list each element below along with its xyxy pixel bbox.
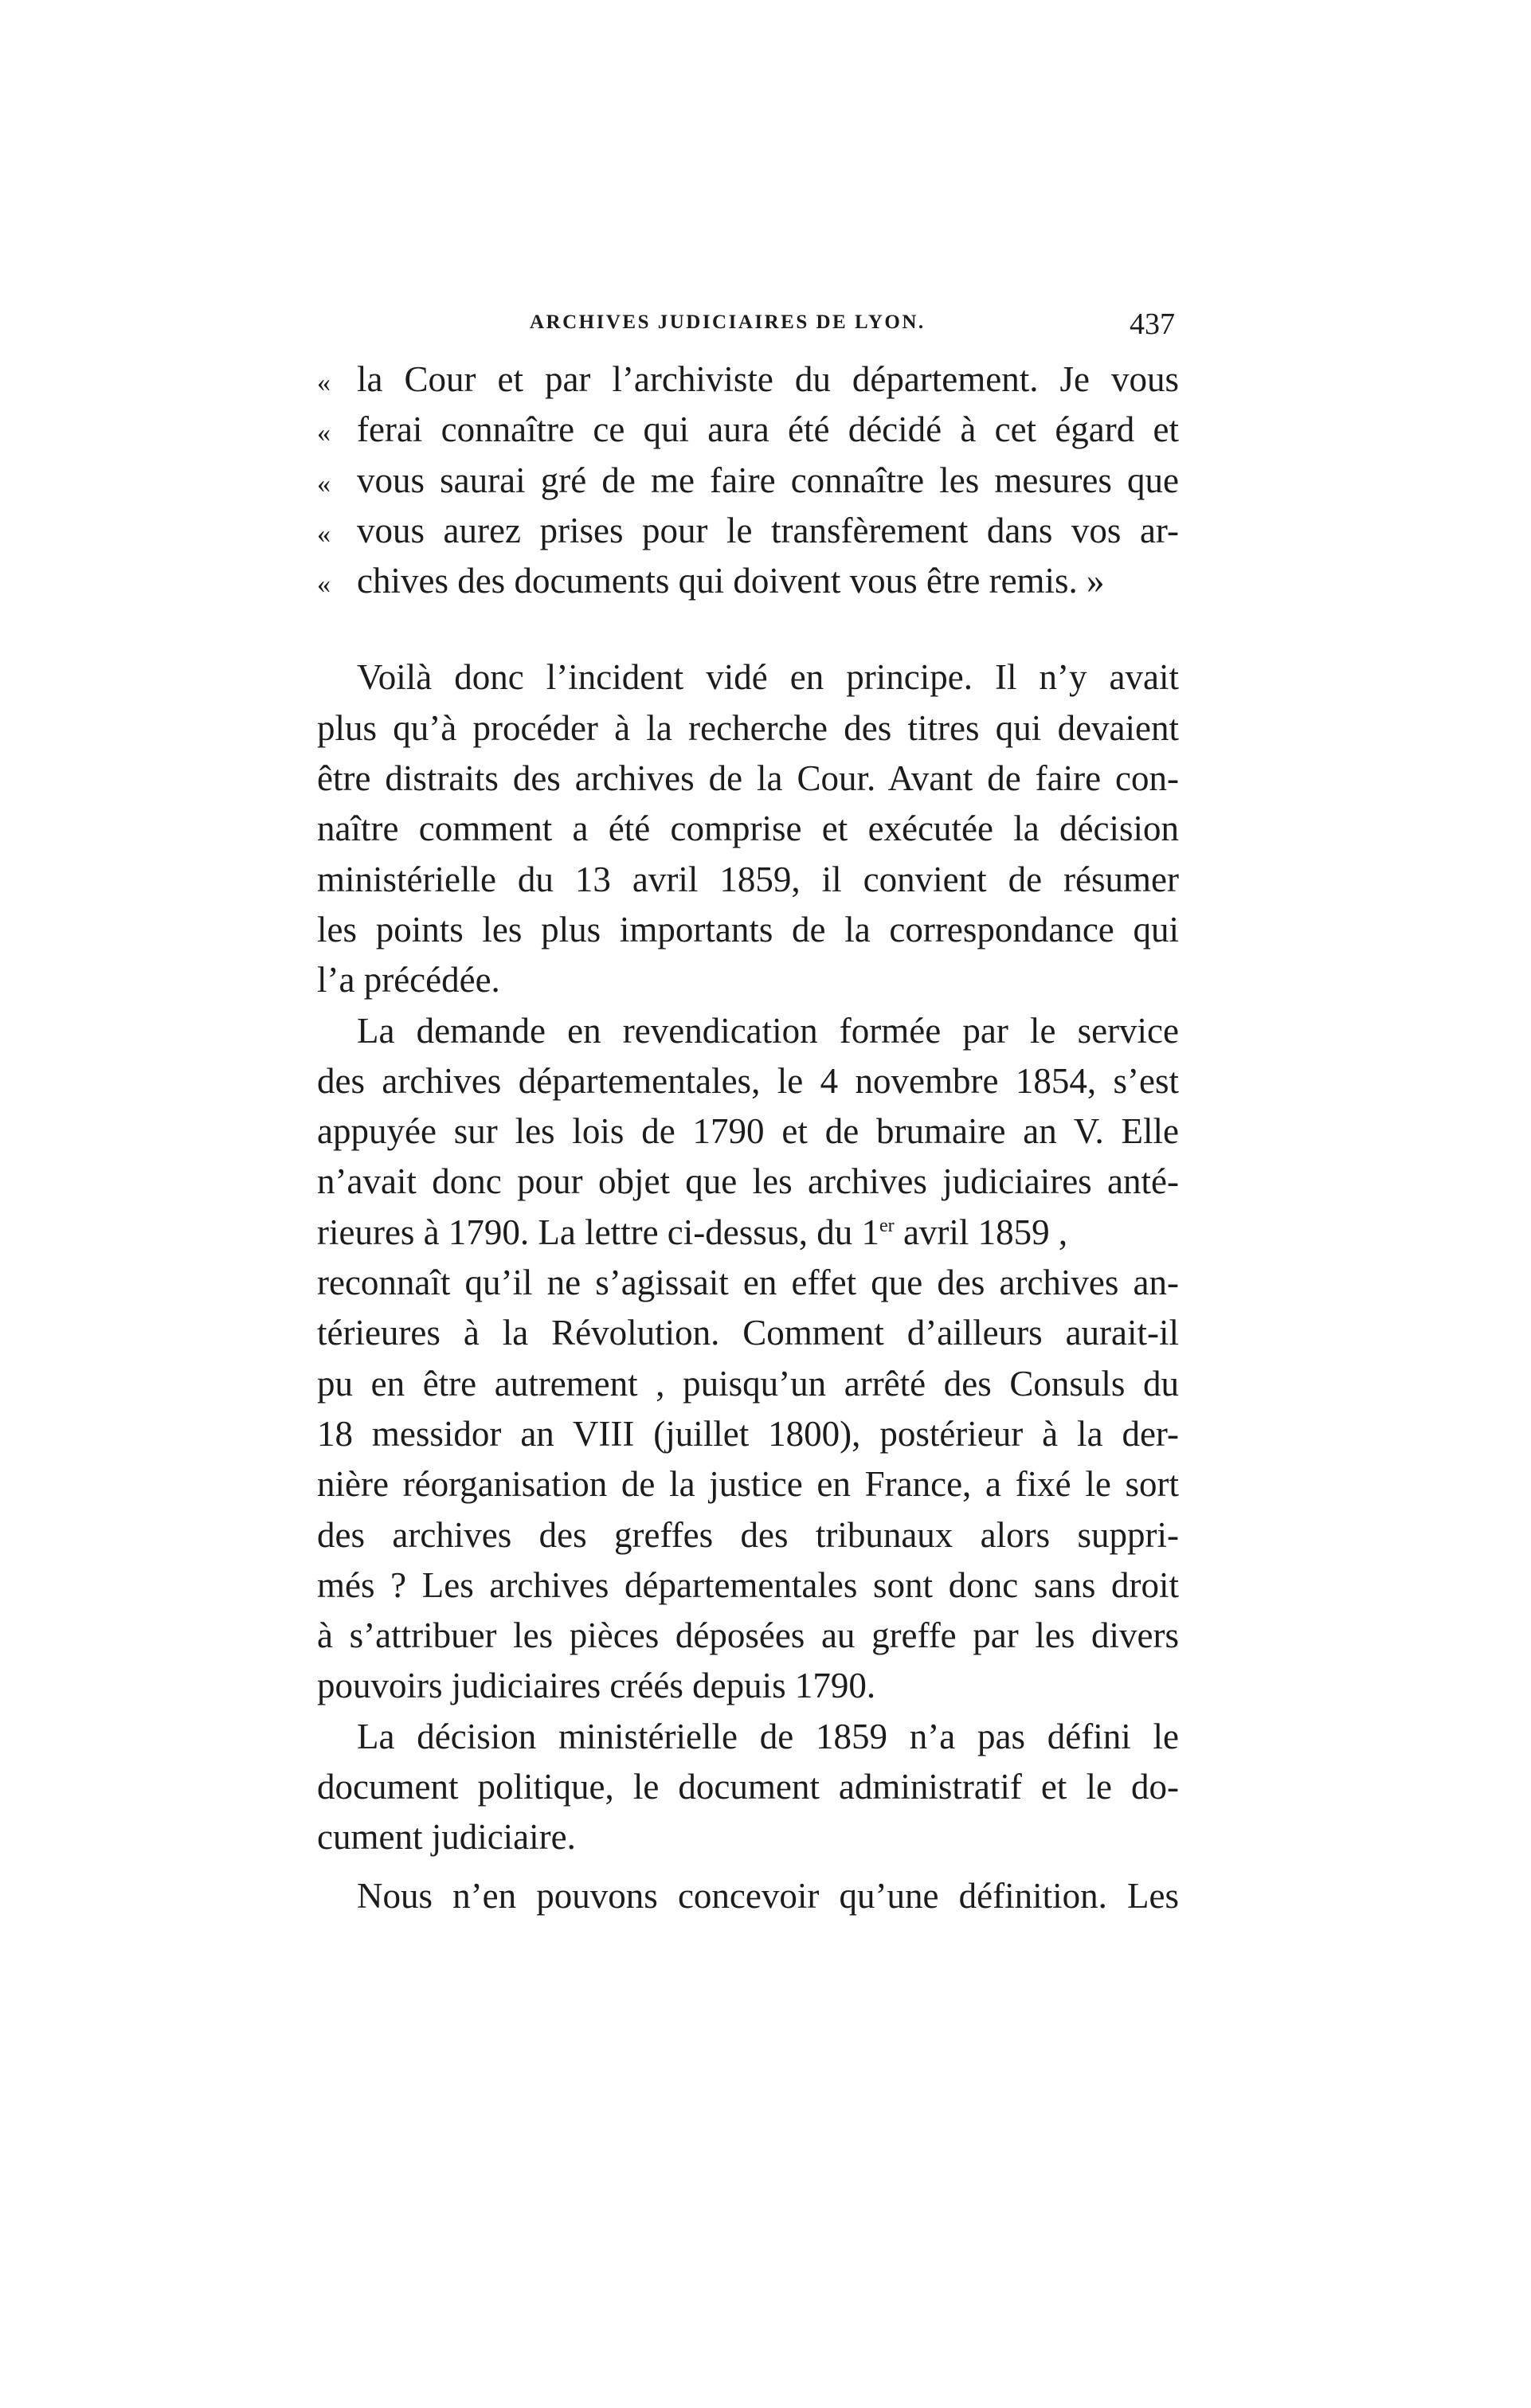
quote-line-text: vous aurez prises pour le transfèrement dans vos ar- bbox=[357, 510, 1179, 550]
quote-line bbox=[317, 456, 1179, 506]
paragraph-1-line: Voilà donc l’incident vidé en principe. Il n’y avait bbox=[357, 657, 1179, 698]
superscript-er: er bbox=[879, 1215, 895, 1236]
quote-line-text: la Cour et par l’archiviste du département. Je vous bbox=[357, 359, 1179, 399]
guillemet-mark: « bbox=[317, 418, 331, 448]
paragraph-1-line: plus qu’à procéder à la recherche des titres qui devaient bbox=[317, 707, 1179, 748]
paragraph-3-line: cument judiciaire. bbox=[317, 1817, 576, 1858]
paragraph-2-line: pouvoirs judiciaires créés depuis 1790. bbox=[317, 1666, 876, 1706]
guillemet-mark: « bbox=[317, 519, 331, 549]
paragraph-1-line: naître comment a été comprise et exécutée la décision bbox=[317, 809, 1179, 849]
paragraph-2-line: appuyée sur les lois de 1790 et de brumaire an V. Elle bbox=[317, 1111, 1179, 1152]
quote-line-text: chives des documents qui doivent vous être remis. » bbox=[357, 561, 1105, 601]
paragraph-1-line: l’a précédée. bbox=[317, 960, 500, 1000]
quote-line-text: ferai connaître ce qui aura été décidé à cet égard et bbox=[357, 409, 1179, 450]
paragraph-2-line: à s’attribuer les pièces déposées au greffe par les divers bbox=[317, 1615, 1179, 1656]
paragraph-1-line: ministérielle du 13 avril 1859, il convient de résumer bbox=[317, 859, 1179, 899]
paragraph-2-line: des archives départementales, le 4 novembre 1854, s’est bbox=[317, 1060, 1179, 1101]
paragraph-4-line: Nous n’en pouvons concevoir qu’une définition. Les bbox=[357, 1875, 1179, 1916]
guillemet-mark: « bbox=[317, 368, 331, 397]
paragraph-2-line: nière réorganisation de la justice en France, a fixé le sort bbox=[317, 1464, 1179, 1505]
line-text-after: avril 1859 , bbox=[894, 1212, 1068, 1252]
paragraph-1-line: les points les plus importants de la correspondance qui bbox=[317, 909, 1179, 949]
paragraph-2-line-with-superscript bbox=[317, 1208, 1179, 1258]
guillemet-mark: « bbox=[317, 570, 331, 600]
paragraph-3-line: document politique, le document administratif et le do- bbox=[317, 1767, 1179, 1807]
paragraph-2-line: 18 messidor an VIII (juillet 1800), postérieur à la der- bbox=[317, 1413, 1179, 1454]
paragraph-gap bbox=[317, 606, 1179, 652]
quote-line bbox=[317, 405, 1179, 455]
paragraph-2-line: més ? Les archives départementales sont donc sans droit bbox=[317, 1564, 1179, 1605]
quote-line bbox=[317, 354, 1179, 405]
paragraph-3-line: La décision ministérielle de 1859 n’a pas défini le bbox=[357, 1716, 1179, 1756]
page-number: 437 bbox=[1130, 307, 1175, 341]
paragraph-2-line: La demande en revendication formée par le service bbox=[357, 1010, 1179, 1051]
paragraph-2-line: térieures à la Révolution. Comment d’ailleurs aurait-il bbox=[317, 1313, 1179, 1353]
running-title: ARCHIVES JUDICIAIRES DE LYON. bbox=[530, 311, 926, 333]
quote-line-text: vous saurai gré de me faire connaître les mesures que bbox=[357, 460, 1179, 500]
running-head bbox=[518, 307, 1175, 347]
paragraph-1-line: être distraits des archives de la Cour. Avant de faire con- bbox=[317, 758, 1179, 799]
quote-line bbox=[317, 506, 1179, 556]
line-text-before: rieures à 1790. La lettre ci-dessus, du 1 bbox=[317, 1212, 880, 1252]
paragraph-2-line: des archives des greffes des tribunaux alors suppri- bbox=[317, 1514, 1179, 1555]
paragraph-2-line: reconnaît qu’il ne s’agissait en effet que des archives an- bbox=[317, 1263, 1179, 1303]
paragraph-2-line: pu en être autrement , puisqu’un arrêté des Consuls du bbox=[317, 1363, 1179, 1404]
quote-line bbox=[317, 556, 1179, 606]
paragraph-2-line: n’avait donc pour objet que les archives judiciaires anté- bbox=[317, 1161, 1179, 1202]
guillemet-mark: « bbox=[317, 468, 331, 499]
body-text bbox=[317, 354, 1179, 1921]
